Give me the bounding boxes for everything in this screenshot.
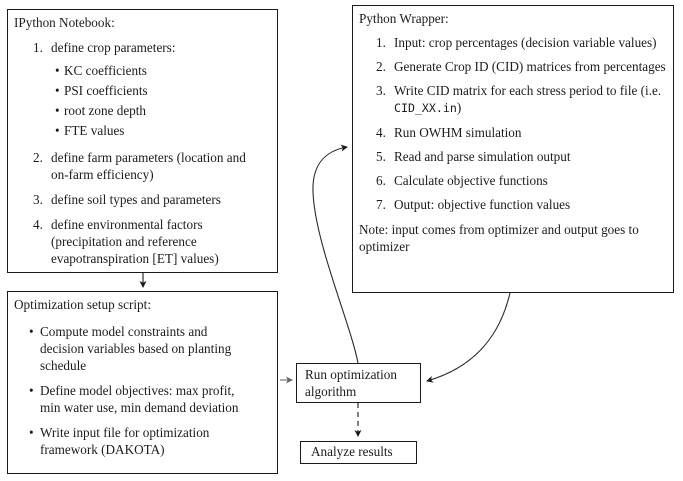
item-number: 1. bbox=[376, 35, 386, 50]
list-item bbox=[8, 216, 277, 267]
box-title: IPython Notebook: bbox=[14, 15, 115, 30]
item-text-after: ) bbox=[456, 100, 462, 115]
python-wrapper-box bbox=[352, 5, 674, 293]
analyze-results-label: Analyze results bbox=[311, 444, 393, 459]
item-text: Output: objective function values bbox=[394, 197, 571, 212]
optimization-setup-box bbox=[7, 291, 278, 474]
item-text: Input: crop percentages (decision variable values) bbox=[394, 35, 657, 50]
list-item bbox=[353, 82, 673, 117]
item-number: 6. bbox=[376, 173, 386, 188]
item-text: Read and parse simulation output bbox=[394, 149, 571, 164]
item-text: define crop parameters: bbox=[51, 40, 176, 55]
ipython-notebook-box bbox=[7, 9, 278, 273]
item-number: 1. bbox=[33, 40, 43, 55]
list-item: • Define model objectives: max profit, min water use, min demand deviation bbox=[8, 382, 277, 416]
box-title: Python Wrapper: bbox=[359, 11, 449, 26]
list-item: • FTE values bbox=[8, 122, 277, 139]
analyze-results-box bbox=[300, 441, 417, 464]
item-number: 5. bbox=[376, 149, 386, 164]
arrow-wrapper-to-run bbox=[427, 293, 510, 381]
item-text: Calculate objective functions bbox=[394, 173, 548, 188]
run-optimization-box bbox=[296, 363, 421, 403]
list-item: • KC coefficients bbox=[8, 62, 277, 79]
list-item bbox=[8, 191, 277, 208]
list-item: • root zone depth bbox=[8, 102, 277, 119]
list-item bbox=[353, 58, 673, 75]
item-number: 7. bbox=[376, 197, 386, 212]
list-item: • PSI coefficients bbox=[8, 82, 277, 99]
note-text: Note: input comes from optimizer and output goes to optimizer bbox=[359, 222, 639, 254]
item-text bbox=[394, 83, 661, 115]
list-item bbox=[353, 124, 673, 141]
item-number: 4. bbox=[33, 217, 43, 232]
list-item bbox=[8, 149, 277, 183]
item-number: 2. bbox=[33, 150, 43, 165]
item-number: 3. bbox=[376, 83, 386, 98]
item-text-before: Write CID matrix for each stress period to file (i.e. bbox=[394, 83, 662, 98]
item-text: define farm parameters (location and on-farm efficiency) bbox=[51, 150, 246, 182]
run-optimization-label: Run optimization algorithm bbox=[305, 367, 397, 399]
item-number: 2. bbox=[376, 59, 386, 74]
list-item bbox=[8, 39, 277, 56]
item-text: define environmental factors (precipitation and reference evapotranspiration [ET] values) bbox=[51, 217, 219, 266]
list-item bbox=[353, 34, 673, 51]
item-number: 3. bbox=[33, 192, 43, 207]
item-text: Generate Crop ID (CID) matrices from percentages bbox=[394, 59, 666, 74]
inline-code: CID_XX.in bbox=[394, 101, 457, 115]
list-item: • Write input file for optimization framework (DAKOTA) bbox=[8, 424, 277, 458]
list-item: • Compute model constraints and decision variables based on planting schedule bbox=[8, 323, 277, 374]
list-item bbox=[353, 172, 673, 189]
list-item bbox=[353, 196, 673, 213]
item-text: define soil types and parameters bbox=[51, 192, 221, 207]
box-title: Optimization setup script: bbox=[14, 297, 151, 312]
item-number: 4. bbox=[376, 125, 386, 140]
list-item bbox=[353, 148, 673, 165]
item-text: Run OWHM simulation bbox=[394, 125, 522, 140]
sub-list bbox=[8, 62, 277, 139]
